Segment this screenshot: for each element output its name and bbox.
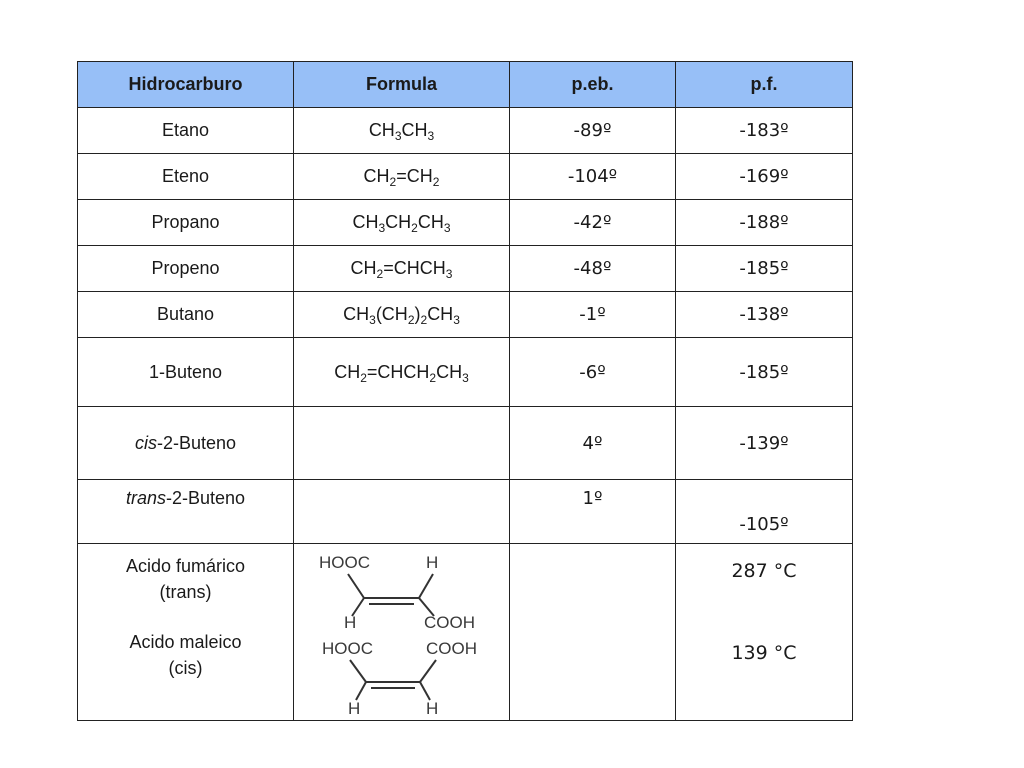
- table-row: [78, 200, 853, 246]
- compound-name-rest: -2-Buteno: [156, 432, 237, 453]
- compound-name: Etano: [78, 108, 294, 154]
- boiling-point: 4º: [510, 407, 676, 480]
- boiling-point: -104º: [510, 154, 676, 200]
- compound-formula: $CH_3CH_2CH_3$: [294, 200, 510, 246]
- h-label: H: [348, 699, 361, 718]
- fumaric-melting-point: 287 °C: [731, 560, 797, 582]
- header-boiling-point: p.eb.: [510, 62, 676, 108]
- boiling-point: -1º: [510, 292, 676, 338]
- header-formula: Formula: [294, 62, 510, 108]
- melting-point: -185º: [676, 338, 853, 407]
- hooc-label: HOOC: [319, 553, 370, 572]
- acid-structures-drawing: [314, 546, 494, 718]
- melting-point: -169º: [676, 154, 853, 200]
- melting-point: -183º: [676, 108, 853, 154]
- acid-structures-cell: [294, 544, 510, 721]
- compound-name-rest: -2-Buteno: [165, 488, 246, 508]
- hydrocarbon-table: [77, 61, 853, 721]
- boiling-point: -6º: [510, 338, 676, 407]
- compound-name: Eteno: [78, 154, 294, 200]
- maleic-melting-point: 139 °C: [731, 642, 797, 664]
- melting-point: -139º: [676, 407, 853, 480]
- table-row: [78, 407, 853, 480]
- acids-melting-point: [676, 544, 853, 721]
- melting-point: -138º: [676, 292, 853, 338]
- header-melting-point: p.f.: [676, 62, 853, 108]
- table-row: [78, 292, 853, 338]
- compound-formula: $CH_3(CH_2)_2CH_3$: [294, 292, 510, 338]
- boiling-point: -48º: [510, 246, 676, 292]
- header-row: [78, 62, 853, 108]
- acids-row: [78, 544, 853, 721]
- compound-formula: $CH_2=CHCH_3$: [294, 246, 510, 292]
- h-label: H: [344, 613, 357, 632]
- table-row: [78, 246, 853, 292]
- compound-formula: $CH_2=CH_2$: [294, 154, 510, 200]
- isomer-prefix: cis: [134, 432, 157, 453]
- table-row: [78, 154, 853, 200]
- compound-name: [78, 407, 294, 480]
- table-row: [78, 338, 853, 407]
- maleic-acid-config: (cis): [168, 658, 203, 678]
- boiling-point: -42º: [510, 200, 676, 246]
- compound-name: Butano: [78, 292, 294, 338]
- boiling-point: 1º: [510, 480, 676, 544]
- compound-formula: $CH_2=CHCH_2CH_3$: [294, 338, 510, 407]
- melting-point: -188º: [676, 200, 853, 246]
- acid-names-cell: [78, 544, 294, 721]
- melting-point: -105º: [676, 480, 853, 544]
- compound-name: Propano: [78, 200, 294, 246]
- h-label: H: [426, 553, 439, 572]
- h-label: H: [426, 699, 439, 718]
- hooc-label: HOOC: [322, 639, 373, 658]
- table-row: [78, 480, 853, 544]
- isomer-prefix: trans: [125, 488, 166, 508]
- compound-name: 1-Buteno: [78, 338, 294, 407]
- maleic-acid-name: Acido maleico: [129, 632, 242, 652]
- table-row: [78, 108, 853, 154]
- compound-formula: [294, 407, 510, 480]
- header-hidrocarburo: Hidrocarburo: [78, 62, 294, 108]
- boiling-point: -89º: [510, 108, 676, 154]
- compound-name: Propeno: [78, 246, 294, 292]
- fumaric-acid-config: (trans): [159, 582, 212, 602]
- compound-name: [78, 480, 294, 544]
- compound-formula: [294, 480, 510, 544]
- acids-boiling-point: [510, 544, 676, 721]
- compound-formula: $CH_3CH_3$: [294, 108, 510, 154]
- cooh-label: COOH: [424, 613, 475, 632]
- melting-point: -185º: [676, 246, 853, 292]
- fumaric-acid-name: Acido fumárico: [125, 556, 246, 576]
- cooh-label: COOH: [426, 639, 477, 658]
